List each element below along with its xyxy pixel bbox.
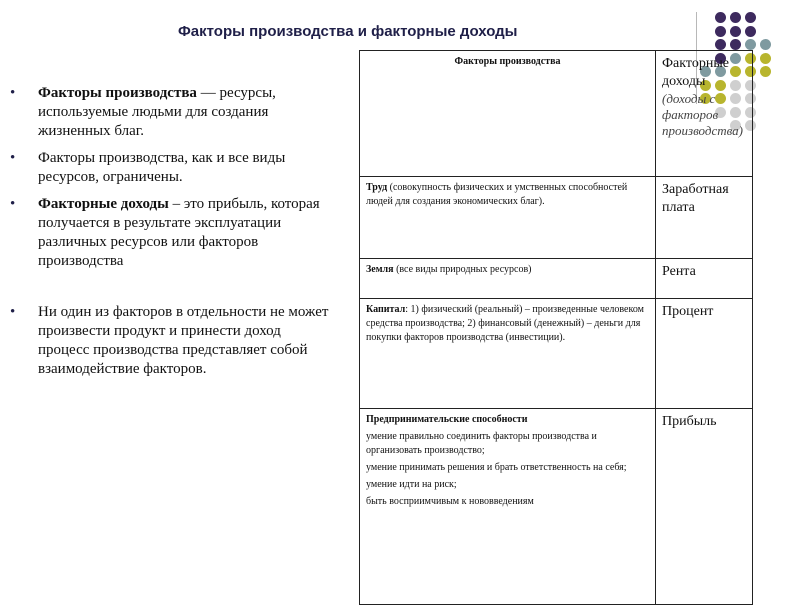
header-factors: Факторы производства [360,51,656,177]
decor-dot [715,26,726,37]
table-row [360,299,753,409]
ability-item: умение принимать решения и брать ответственность на себя; [366,462,627,473]
table-header-row [360,51,753,177]
bullet-term: Факторы производства [38,85,197,101]
decor-dot [745,26,756,37]
bullet-item [10,303,336,379]
header-incomes-subtitle: (доходы с факторов производства) [662,91,743,138]
factor-term: Капитал [366,304,406,315]
factor-labor [360,177,656,259]
decor-dot [760,39,771,50]
table-row [360,409,753,605]
income-profit: Прибыль [656,409,753,605]
ability-item: быть восприимчивым к нововведениям [366,496,534,507]
decor-dot [760,66,771,77]
decor-dot [715,12,726,23]
bullet-item [10,195,336,271]
factor-desc: (все виды природных ресурсов) [393,264,532,275]
factor-term: Земля [366,264,394,275]
factor-desc: (совокупность физических и умственных способностей людей для создания экономических благ). [366,182,628,207]
factor-term: Труд [366,182,388,193]
bullet-list [10,84,336,379]
decor-dot [745,12,756,23]
ability-item: умение правильно соединить факторы производства и организовать производство; [366,431,597,456]
income-interest: Процент [656,299,753,409]
factor-capital [360,299,656,409]
header-incomes-title: Факторные доходы [662,56,729,89]
bullet-term: Факторные доходы [38,196,169,212]
bullet-item [10,149,336,187]
decor-dot [745,39,756,50]
decor-dot [715,39,726,50]
income-wage: Заработная плата [656,177,753,259]
bullet-text: Ни один из факторов в отдельности не может произвести продукт и принести доход процесс производства представляет собой взаимодействие факторов. [38,304,329,377]
bullet-dot-icon: • [10,304,16,320]
bullet-dot-icon: • [10,85,16,101]
bullet-dot-icon: • [10,150,16,166]
header-incomes [656,51,753,177]
bullet-item [10,84,336,141]
factor-land [360,259,656,299]
factor-entrepreneurship [360,409,656,605]
decor-dot [760,53,771,64]
table-row [360,177,753,259]
bullet-text: Факторы производства, как и все виды ресурсов, ограничены. [38,150,286,185]
income-rent: Рента [656,259,753,299]
factors-table [359,50,753,605]
factor-desc: : 1) физический (реальный) – произведенные человеком средства производства; 2) финансовый (денежный) – деньги для покупки факторов производства (инвестиции). [366,304,644,343]
page-title: Факторы производства и факторные доходы [178,23,518,40]
table-row [360,259,753,299]
ability-item: умение идти на риск; [366,479,457,490]
decor-dot [730,39,741,50]
bullet-dot-icon: • [10,196,16,212]
bullet-text: – это прибыль, которая получается в результате эксплуатации различных ресурсов или факторов производства [38,196,320,269]
bullet-text: — ресурсы, используемые людьми для создания жизненных благ. [38,85,276,139]
decor-dot [730,26,741,37]
decor-dot [730,12,741,23]
factor-term: Предпринимательские способности [366,414,528,425]
